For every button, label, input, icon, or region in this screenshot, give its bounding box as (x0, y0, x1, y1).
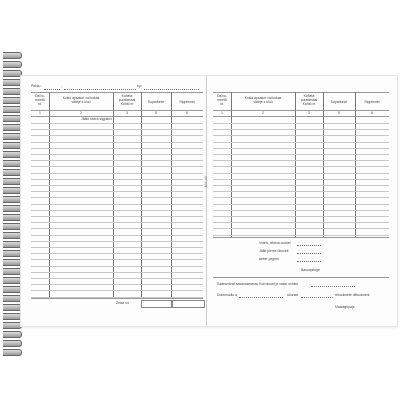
summary-line-3: aeber pegnm (259, 257, 279, 261)
header-divider (31, 110, 203, 111)
ledger-row-line (213, 222, 389, 223)
col-num-5: 6 (186, 111, 188, 115)
ledger-row-line (31, 197, 203, 198)
footer-label: Zeise no (116, 301, 130, 305)
ledger-row-line (213, 210, 389, 211)
ledger-row-line (31, 216, 203, 217)
footer-field-1[interactable] (311, 286, 355, 287)
ledger-row-line (31, 210, 203, 211)
ledger-row-line (31, 228, 203, 229)
footer-field-3[interactable] (301, 297, 333, 298)
col-header-5: Rippilnnet (364, 100, 380, 104)
table-bottom-border (31, 298, 203, 299)
col-num-4: 5 (338, 111, 340, 115)
footer-field-2[interactable] (239, 297, 283, 298)
ledger-row-line (213, 235, 389, 236)
ledger-row-line (31, 272, 203, 273)
col-num-1: 1 (221, 111, 223, 115)
col-num-4: 5 (155, 111, 157, 115)
col-num-1: 1 (39, 111, 41, 115)
ledger-row-line (31, 135, 203, 136)
col-header-2: Kokid apsaturi vai kokas väärje s kluû (244, 96, 282, 104)
ledger-row-line (31, 290, 203, 291)
footer-line-1: Saaeanōnsl sasanaamerau Korroloust je vastu vohkui (217, 282, 299, 286)
ledger-row-line (213, 191, 389, 192)
ledger-row-line (213, 129, 389, 130)
footer-line-2c: rekoulmete dēkuament (335, 293, 370, 297)
ledger-row-line (31, 173, 203, 174)
ledger-row-line (31, 160, 203, 161)
summary-line-2: Jāāb pleme ūbuveti (259, 249, 289, 253)
ledger-row-line (31, 247, 203, 248)
summary-line-1: Vsteiv, cibeva ccanet (259, 241, 291, 245)
ledger-row-line (213, 154, 389, 155)
ledger-row-line (213, 142, 389, 143)
ledger-row-line (31, 204, 203, 205)
footer-total-box-1[interactable] (141, 300, 173, 308)
header-comma: , (61, 84, 62, 88)
col-header-1: Dzīvo- meetů nt. (35, 94, 45, 106)
col-num-2: 2 (262, 111, 264, 115)
ledger-row-line (31, 185, 203, 186)
col-header-2: Kokid apsaturi vai kokas väärje s kluû (62, 96, 100, 104)
spiral-binding (0, 52, 22, 356)
spiral-ring (3, 349, 22, 356)
ledger-row-line (31, 284, 203, 285)
header-field-2[interactable] (64, 89, 136, 90)
spiral-ring (3, 340, 22, 347)
table-top-border (213, 92, 389, 93)
ledger-row-line (31, 179, 203, 180)
signature-label-1: Basunpituge (301, 268, 320, 272)
ledger-row-line (31, 142, 203, 143)
footer-line-2b: nõunae (287, 293, 299, 297)
ledger-row-line (31, 123, 203, 124)
ledger-row-line (31, 241, 203, 242)
number-row-divider (213, 116, 389, 117)
ledger-row-line (213, 173, 389, 174)
ledger-spread (20, 75, 398, 327)
ledger-row-line (31, 191, 203, 192)
ledger-row-line (31, 259, 203, 260)
header-field-1[interactable] (44, 89, 60, 90)
footer-divider (213, 277, 389, 278)
header-sp-label: sp¹ (137, 84, 142, 88)
signature-label-2: Maaotgūpajs (335, 305, 355, 309)
ledger-row-line (213, 197, 389, 198)
col-num-3: 3 (126, 111, 128, 115)
ledger-row-line (213, 123, 389, 124)
footer-line-2a: Dokomudiu a (217, 293, 237, 297)
ledger-row-line (213, 228, 389, 229)
ledger-row-line (31, 235, 203, 236)
page-fold (206, 76, 207, 326)
col-header-1: Dzīvo- meetů nt. (217, 94, 227, 106)
ledger-row-line (213, 135, 389, 136)
header-field-3[interactable] (144, 89, 199, 90)
col-header-3: Koñeta puradeskal Koñtô m (118, 94, 136, 106)
ledger-row-line (213, 148, 389, 149)
summary-field-1[interactable] (297, 245, 321, 246)
table-bottom-border (213, 237, 389, 238)
ledger-row-line (213, 216, 389, 217)
col-header-4: Supaduriet (330, 100, 348, 104)
col-header-3: Koñeta puradeskal Koñtô m (300, 94, 318, 106)
ledger-row-line (31, 278, 203, 279)
table-top-border (31, 92, 203, 93)
header-divider (213, 110, 389, 111)
spiral-ring (3, 331, 22, 338)
col-num-3: 3 (308, 111, 310, 115)
ledger-row-line (213, 179, 389, 180)
spiral-ring (3, 61, 22, 68)
first-row-note: Jāālir sbera slgpskrv (81, 117, 112, 121)
ledger-row-line (213, 166, 389, 167)
spine-text: ĀÕĀ ĀÕ (204, 176, 208, 188)
ledger-row-line (213, 204, 389, 205)
ledger-row-line (31, 253, 203, 254)
spiral-ring (3, 52, 22, 59)
col-header-5: Rippilnnet (179, 100, 195, 104)
summary-field-2[interactable] (297, 253, 321, 254)
number-row-divider (31, 116, 203, 117)
col-num-2: 2 (80, 111, 82, 115)
footer-total-box-2[interactable] (171, 300, 205, 308)
ledger-row-line (31, 129, 203, 130)
ledger-row-line (31, 166, 203, 167)
ledger-row-line (213, 160, 389, 161)
ledger-row-line (31, 222, 203, 223)
header-prefix: Pirkia ¹ (31, 84, 42, 88)
summary-field-3[interactable] (297, 261, 321, 262)
ledger-row-line (31, 266, 203, 267)
col-num-5: 6 (371, 111, 373, 115)
ledger-row-line (31, 148, 203, 149)
col-header-4: Supaduriet (147, 100, 165, 104)
ledger-row-line (213, 185, 389, 186)
ledger-row-line (31, 154, 203, 155)
